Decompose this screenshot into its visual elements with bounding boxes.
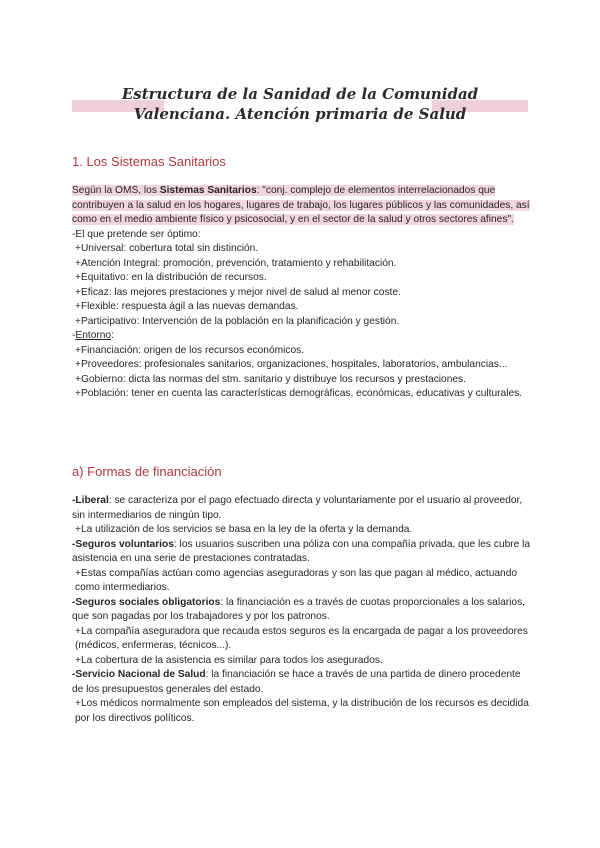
list-item: +Participativo: Intervención de la población en la planificación y gestión. <box>75 315 400 327</box>
voluntarios-desc: : los usuarios suscriben una póliza con una compañía privada, que les cubre la asistencia en una serie de prestaciones contratadas. <box>72 538 531 564</box>
list-item: +La compañía aseguradora que recauda estos seguros es la encargada de pagar a los proveedores (médicos, enfermeras, técnicos...). <box>75 625 528 651</box>
definition-highlight <box>72 185 530 225</box>
voluntarios-term: -Seguros voluntarios <box>72 538 174 550</box>
nacional-paragraph <box>72 668 532 697</box>
entorno-dash: - <box>72 330 76 341</box>
voluntarios-paragraph <box>72 538 532 567</box>
liberal-paragraph <box>72 494 532 523</box>
optimo-label: -El que pretende ser óptimo: <box>72 228 201 240</box>
intro-bold: Sistemas Sanitarios <box>159 185 257 196</box>
list-item: +Equitativo: en la distribución de recursos. <box>75 272 267 283</box>
nacional-desc: : la financiación se hace a través de una partida de dinero procedente de los presupuestos generales del estado. <box>72 669 521 695</box>
intro-pre: Según la OMS, los <box>72 185 160 196</box>
intro-post: : "conj. complejo de elementos interrelacionados que contribuyen a la salud en los hogares, lugares de trabajo, los lugares públicos y las comunidades, así como en el medio ambiente físico y psicosocial, y en el sector de la salud y otros sectores afines". <box>72 185 530 225</box>
section-heading-financiacion: a) Formas de financiación <box>72 464 222 479</box>
list-item: +Financiación: origen de los recursos económicos. <box>75 344 305 356</box>
document-title <box>0 84 600 124</box>
list-item: +Población: tener en cuenta las características demográficas, económicas, educativas y culturales. <box>75 388 523 399</box>
list-item: +Estas compañías actúan como agencias aseguradoras y son las que pagan al médico, actuando como intermediarios. <box>75 567 518 593</box>
section-heading-sistemas: 1. Los Sistemas Sanitarios <box>72 154 226 169</box>
title-line-2: Valenciana. Atención primaria de Salud <box>133 105 467 123</box>
list-item: +Los médicos normalmente son empleados del sistema, y la distribución de los recursos es decidida por los directivos políticos. <box>75 698 529 724</box>
entorno-colon: : <box>111 330 114 341</box>
section-body-sistemas <box>72 184 532 402</box>
liberal-desc: : se caracteriza por el pago efectuado directa y voluntariamente por el usuario al proveedor, sin intermediarios de ningún tipo. <box>72 495 523 521</box>
nacional-term: -Servicio Nacional de Salud <box>72 669 206 680</box>
title-line-1: Estructura de la Sanidad de la Comunidad <box>121 85 479 103</box>
list-item: +Universal: cobertura total sin distinción. <box>75 243 259 254</box>
list-item: +Gobierno: dicta las normas del stm. sanitario y distribuye los recursos y prestaciones. <box>75 373 466 385</box>
list-item: +Flexible: respuesta ágil a las nuevas demandas. <box>75 301 299 312</box>
obligatorios-desc: : la financiación es a través de cuotas proporcionales a los salarios, que son pagadas por los trabajadores y por los patronos. <box>72 596 525 622</box>
list-item: +La utilización de los servicios se basa en la ley de la oferta y la demanda. <box>75 524 413 535</box>
obligatorios-paragraph <box>72 596 532 625</box>
entorno-label <box>72 329 532 344</box>
obligatorios-term: -Seguros sociales obligatorios <box>72 596 221 608</box>
list-item: +Atención Integral: promoción, prevención, tratamiento y rehabilitación. <box>75 257 397 269</box>
liberal-term: -Liberal <box>72 495 109 506</box>
entorno-underlined: Entorno <box>75 330 112 341</box>
list-item: +Eficaz: las mejores prestaciones y mejor nivel de salud al menor coste. <box>75 286 401 298</box>
oms-definition <box>72 184 532 228</box>
list-item: +Proveedores: profesionales sanitarios, organizaciones, hospitales, laboratorios, ambulancias... <box>75 359 508 370</box>
list-item: +La cobertura de la asistencia es similar para todos los asegurados. <box>75 654 383 666</box>
section-body-financiacion <box>72 494 532 726</box>
